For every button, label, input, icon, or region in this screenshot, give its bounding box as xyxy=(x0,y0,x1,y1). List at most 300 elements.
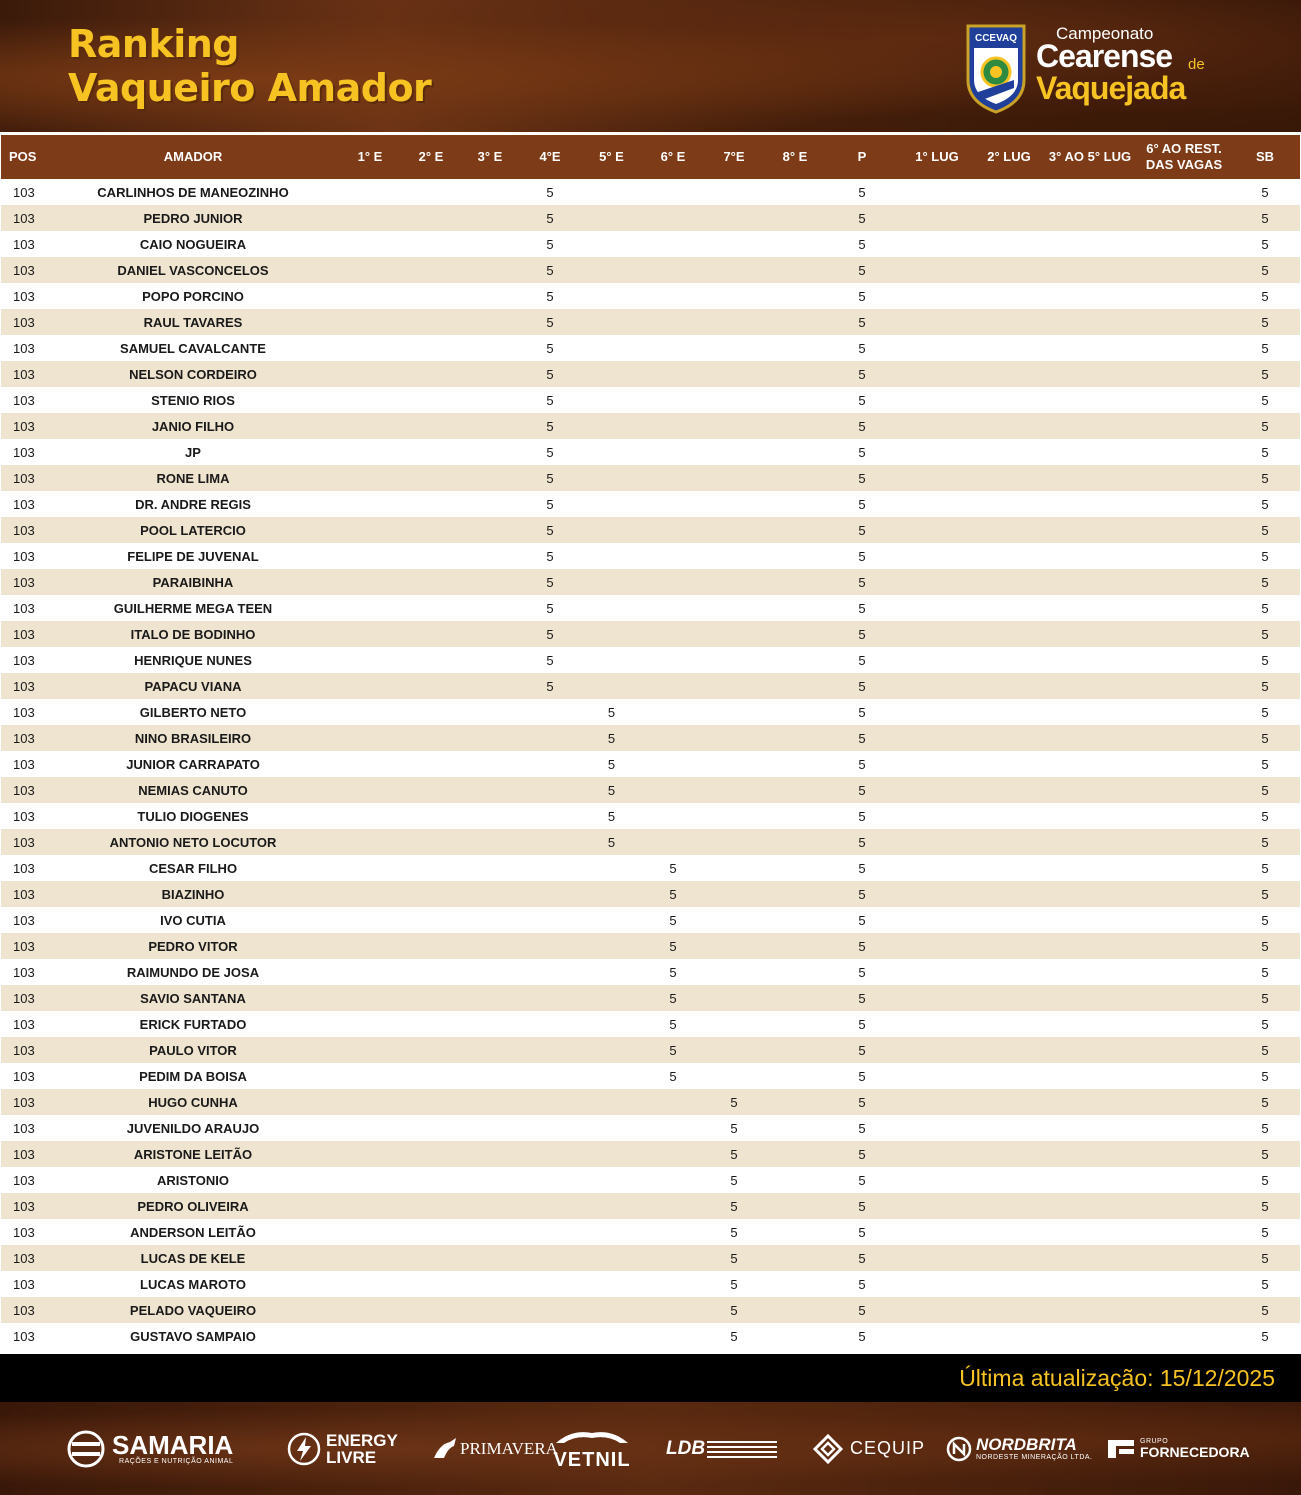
score-cell: 5 xyxy=(642,881,704,907)
score-cell xyxy=(461,959,519,985)
position-cell: 103 xyxy=(1,465,47,491)
position-cell: 103 xyxy=(1,699,47,725)
score-cell xyxy=(976,179,1042,205)
score-cell xyxy=(642,231,704,257)
score-cell xyxy=(976,881,1042,907)
score-cell xyxy=(642,1271,704,1297)
score-cell xyxy=(704,881,764,907)
score-cell xyxy=(976,361,1042,387)
score-cell: 5 xyxy=(826,309,898,335)
score-cell xyxy=(461,491,519,517)
score-cell xyxy=(339,1167,401,1193)
score-cell xyxy=(401,855,461,881)
position-cell: 103 xyxy=(1,595,47,621)
score-cell xyxy=(898,1219,976,1245)
score-cell xyxy=(339,1297,401,1323)
position-cell: 103 xyxy=(1,1089,47,1115)
score-cell: 5 xyxy=(1230,1219,1300,1245)
score-cell: 5 xyxy=(1230,1193,1300,1219)
fornecedora-logo-icon xyxy=(1106,1436,1136,1462)
score-cell xyxy=(898,725,976,751)
table-row xyxy=(1,1115,1300,1141)
score-cell xyxy=(976,777,1042,803)
score-cell xyxy=(764,413,826,439)
score-cell xyxy=(339,673,401,699)
score-cell: 5 xyxy=(519,257,581,283)
score-cell xyxy=(581,1193,642,1219)
position-cell: 103 xyxy=(1,361,47,387)
score-cell xyxy=(704,959,764,985)
sponsor-vetnil xyxy=(552,1402,632,1495)
position-cell: 103 xyxy=(1,985,47,1011)
score-cell xyxy=(704,517,764,543)
table-row xyxy=(1,959,1300,985)
position-cell: 103 xyxy=(1,491,47,517)
score-cell xyxy=(401,959,461,985)
score-cell xyxy=(1138,1219,1230,1245)
score-cell xyxy=(976,855,1042,881)
score-cell xyxy=(401,621,461,647)
score-cell xyxy=(764,699,826,725)
ranking-table xyxy=(1,135,1300,1349)
score-cell xyxy=(898,543,976,569)
score-cell xyxy=(339,257,401,283)
score-cell xyxy=(519,725,581,751)
score-cell: 5 xyxy=(1230,1115,1300,1141)
column-header: 5° E xyxy=(581,135,642,179)
score-cell xyxy=(519,959,581,985)
score-cell xyxy=(1042,699,1138,725)
score-cell xyxy=(1138,205,1230,231)
score-cell: 5 xyxy=(826,413,898,439)
score-cell xyxy=(898,829,976,855)
score-cell xyxy=(581,907,642,933)
score-cell xyxy=(1042,179,1138,205)
score-cell xyxy=(642,1323,704,1349)
score-cell: 5 xyxy=(826,1167,898,1193)
table-row xyxy=(1,751,1300,777)
score-cell xyxy=(642,595,704,621)
score-cell: 5 xyxy=(1230,985,1300,1011)
score-cell: 5 xyxy=(704,1193,764,1219)
score-cell xyxy=(339,881,401,907)
score-cell xyxy=(764,1167,826,1193)
score-cell xyxy=(976,1297,1042,1323)
score-cell xyxy=(581,959,642,985)
table-row xyxy=(1,205,1300,231)
competitor-name-cell: HUGO CUNHA xyxy=(47,1089,339,1115)
score-cell: 5 xyxy=(826,1063,898,1089)
competitor-name-cell: GUILHERME MEGA TEEN xyxy=(47,595,339,621)
table-row xyxy=(1,595,1300,621)
score-cell xyxy=(401,673,461,699)
position-cell: 103 xyxy=(1,1115,47,1141)
sponsor-energy-livre-name: ENERGY LIVRE xyxy=(326,1430,398,1467)
table-row xyxy=(1,1063,1300,1089)
score-cell xyxy=(1138,699,1230,725)
score-cell xyxy=(976,1193,1042,1219)
position-cell: 103 xyxy=(1,179,47,205)
position-cell: 103 xyxy=(1,1323,47,1349)
score-cell: 5 xyxy=(1230,569,1300,595)
score-cell xyxy=(1042,621,1138,647)
score-cell xyxy=(581,517,642,543)
score-cell xyxy=(461,725,519,751)
score-cell xyxy=(898,881,976,907)
table-row xyxy=(1,335,1300,361)
competitor-name-cell: RAUL TAVARES xyxy=(47,309,339,335)
score-cell: 5 xyxy=(1230,959,1300,985)
score-cell xyxy=(642,699,704,725)
score-cell xyxy=(461,1271,519,1297)
score-cell xyxy=(704,439,764,465)
logo-line-1: Campeonato xyxy=(1056,24,1154,43)
score-cell xyxy=(704,387,764,413)
score-cell xyxy=(704,413,764,439)
score-cell xyxy=(1042,829,1138,855)
score-cell xyxy=(461,335,519,361)
logo-line-3: Vaquejada xyxy=(1036,70,1186,106)
score-cell xyxy=(461,283,519,309)
title-line-1: Ranking xyxy=(68,22,240,66)
position-cell: 103 xyxy=(1,647,47,673)
score-cell: 5 xyxy=(1230,231,1300,257)
score-cell: 5 xyxy=(704,1271,764,1297)
score-cell xyxy=(764,907,826,933)
table-row xyxy=(1,829,1300,855)
score-cell xyxy=(581,1323,642,1349)
competitor-name-cell: CESAR FILHO xyxy=(47,855,339,881)
score-cell xyxy=(1042,1297,1138,1323)
score-cell xyxy=(898,465,976,491)
score-cell xyxy=(976,595,1042,621)
score-cell xyxy=(339,309,401,335)
score-cell xyxy=(704,699,764,725)
table-row xyxy=(1,1323,1300,1349)
score-cell xyxy=(519,1115,581,1141)
score-cell: 5 xyxy=(826,647,898,673)
score-cell xyxy=(898,673,976,699)
score-cell xyxy=(642,569,704,595)
score-cell: 5 xyxy=(826,699,898,725)
competitor-name-cell: CARLINHOS DE MANEOZINHO xyxy=(47,179,339,205)
table-row xyxy=(1,361,1300,387)
sponsor-fornecedora-sub: GRUPO xyxy=(1140,1438,1169,1445)
score-cell: 5 xyxy=(1230,205,1300,231)
score-cell xyxy=(401,257,461,283)
table-row xyxy=(1,387,1300,413)
score-cell xyxy=(1138,673,1230,699)
score-cell: 5 xyxy=(519,543,581,569)
score-cell xyxy=(898,959,976,985)
cequip-logo-icon xyxy=(812,1433,844,1465)
sponsor-samaria-sub: RAÇÕES E NUTRIÇÃO ANIMAL xyxy=(119,1458,234,1465)
score-cell xyxy=(642,1245,704,1271)
score-cell xyxy=(642,725,704,751)
shield-icon xyxy=(964,22,1028,114)
table-row xyxy=(1,283,1300,309)
score-cell xyxy=(1042,569,1138,595)
score-cell xyxy=(898,413,976,439)
score-cell xyxy=(976,1271,1042,1297)
score-cell: 5 xyxy=(826,361,898,387)
score-cell xyxy=(1042,361,1138,387)
table-row xyxy=(1,933,1300,959)
score-cell xyxy=(764,1089,826,1115)
score-cell xyxy=(1138,1297,1230,1323)
score-cell xyxy=(461,855,519,881)
score-cell xyxy=(461,1219,519,1245)
competitor-name-cell: ARISTONIO xyxy=(47,1167,339,1193)
score-cell xyxy=(704,465,764,491)
score-cell xyxy=(461,985,519,1011)
table-row xyxy=(1,699,1300,725)
score-cell xyxy=(581,1115,642,1141)
score-cell xyxy=(1042,517,1138,543)
score-cell xyxy=(976,387,1042,413)
score-cell xyxy=(704,361,764,387)
score-cell xyxy=(898,933,976,959)
score-cell xyxy=(1042,1271,1138,1297)
score-cell xyxy=(339,751,401,777)
score-cell xyxy=(976,205,1042,231)
position-cell: 103 xyxy=(1,231,47,257)
score-cell xyxy=(976,517,1042,543)
score-cell xyxy=(339,205,401,231)
score-cell xyxy=(581,1141,642,1167)
lightning-icon xyxy=(286,1431,322,1467)
score-cell xyxy=(461,829,519,855)
score-cell xyxy=(401,1063,461,1089)
score-cell xyxy=(764,1011,826,1037)
score-cell xyxy=(642,621,704,647)
score-cell: 5 xyxy=(826,1037,898,1063)
score-cell: 5 xyxy=(826,491,898,517)
score-cell xyxy=(764,569,826,595)
position-cell: 103 xyxy=(1,829,47,855)
score-cell: 5 xyxy=(704,1167,764,1193)
position-cell: 103 xyxy=(1,517,47,543)
score-cell: 5 xyxy=(704,1323,764,1349)
position-cell: 103 xyxy=(1,205,47,231)
score-cell: 5 xyxy=(519,517,581,543)
score-cell xyxy=(1138,647,1230,673)
score-cell xyxy=(898,309,976,335)
score-cell xyxy=(1042,1193,1138,1219)
score-cell xyxy=(461,439,519,465)
score-cell xyxy=(339,1245,401,1271)
score-cell xyxy=(1138,725,1230,751)
competitor-name-cell: JUVENILDO ARAUJO xyxy=(47,1115,339,1141)
score-cell xyxy=(581,985,642,1011)
score-cell: 5 xyxy=(1230,179,1300,205)
score-cell xyxy=(401,179,461,205)
sponsor-cequip xyxy=(812,1402,925,1495)
score-cell xyxy=(1042,855,1138,881)
position-cell: 103 xyxy=(1,439,47,465)
column-header: 7°E xyxy=(704,135,764,179)
score-cell xyxy=(898,907,976,933)
table-row xyxy=(1,881,1300,907)
score-cell: 5 xyxy=(642,959,704,985)
score-cell: 5 xyxy=(1230,387,1300,413)
score-cell xyxy=(976,1323,1042,1349)
position-cell: 103 xyxy=(1,777,47,803)
score-cell xyxy=(704,335,764,361)
championship-logo xyxy=(964,22,1224,116)
table-row xyxy=(1,777,1300,803)
score-cell xyxy=(1042,595,1138,621)
table-row xyxy=(1,1245,1300,1271)
score-cell: 5 xyxy=(581,725,642,751)
score-cell: 5 xyxy=(519,205,581,231)
score-cell xyxy=(898,1297,976,1323)
score-cell: 5 xyxy=(1230,465,1300,491)
score-cell xyxy=(764,465,826,491)
page-title xyxy=(68,22,431,110)
score-cell xyxy=(461,231,519,257)
score-cell xyxy=(401,517,461,543)
score-cell xyxy=(1138,1089,1230,1115)
score-cell xyxy=(764,387,826,413)
score-cell xyxy=(976,647,1042,673)
score-cell xyxy=(461,413,519,439)
sponsor-samaria xyxy=(66,1402,233,1495)
position-cell: 103 xyxy=(1,283,47,309)
column-header: 8° E xyxy=(764,135,826,179)
score-cell xyxy=(764,855,826,881)
score-cell xyxy=(339,543,401,569)
score-cell xyxy=(401,725,461,751)
score-cell xyxy=(1042,231,1138,257)
score-cell xyxy=(898,205,976,231)
score-cell xyxy=(704,309,764,335)
position-cell: 103 xyxy=(1,543,47,569)
score-cell xyxy=(461,699,519,725)
score-cell xyxy=(1138,595,1230,621)
score-cell xyxy=(764,309,826,335)
score-cell xyxy=(704,1011,764,1037)
score-cell xyxy=(898,855,976,881)
score-cell xyxy=(401,309,461,335)
header-banner xyxy=(0,0,1301,132)
score-cell xyxy=(339,595,401,621)
table-row xyxy=(1,725,1300,751)
position-cell: 103 xyxy=(1,673,47,699)
score-cell: 5 xyxy=(826,621,898,647)
score-cell xyxy=(339,231,401,257)
score-cell xyxy=(519,985,581,1011)
table-row xyxy=(1,621,1300,647)
score-cell xyxy=(461,751,519,777)
score-cell xyxy=(898,699,976,725)
score-cell: 5 xyxy=(826,881,898,907)
score-cell xyxy=(976,1141,1042,1167)
score-cell: 5 xyxy=(519,283,581,309)
score-cell xyxy=(1138,361,1230,387)
score-cell: 5 xyxy=(826,1141,898,1167)
score-cell xyxy=(764,959,826,985)
score-cell xyxy=(898,1115,976,1141)
score-cell: 5 xyxy=(1230,1089,1300,1115)
score-cell xyxy=(764,1271,826,1297)
score-cell: 5 xyxy=(826,1323,898,1349)
score-cell xyxy=(642,413,704,439)
score-cell xyxy=(401,1219,461,1245)
score-cell: 5 xyxy=(826,543,898,569)
score-cell xyxy=(704,257,764,283)
score-cell xyxy=(1138,231,1230,257)
score-cell xyxy=(1138,1141,1230,1167)
score-cell xyxy=(519,751,581,777)
score-cell xyxy=(898,621,976,647)
sponsor-ldb-name: LDB xyxy=(666,1437,706,1459)
score-cell xyxy=(704,179,764,205)
competitor-name-cell: SAVIO SANTANA xyxy=(47,985,339,1011)
table-row xyxy=(1,855,1300,881)
score-cell xyxy=(1138,907,1230,933)
score-cell xyxy=(1042,1167,1138,1193)
score-cell xyxy=(461,1297,519,1323)
score-cell xyxy=(401,1297,461,1323)
score-cell xyxy=(461,361,519,387)
table-row xyxy=(1,1219,1300,1245)
table-row xyxy=(1,491,1300,517)
score-cell: 5 xyxy=(1230,361,1300,387)
score-cell xyxy=(339,283,401,309)
score-cell xyxy=(898,1037,976,1063)
score-cell: 5 xyxy=(826,1089,898,1115)
score-cell xyxy=(581,413,642,439)
competitor-name-cell: NEMIAS CANUTO xyxy=(47,777,339,803)
score-cell xyxy=(976,725,1042,751)
column-header: 2° E xyxy=(401,135,461,179)
score-cell xyxy=(1042,1219,1138,1245)
score-cell xyxy=(581,361,642,387)
score-cell xyxy=(764,829,826,855)
score-cell xyxy=(339,1271,401,1297)
score-cell xyxy=(764,881,826,907)
score-cell: 5 xyxy=(826,569,898,595)
score-cell xyxy=(1138,413,1230,439)
table-row xyxy=(1,257,1300,283)
competitor-name-cell: DANIEL VASCONCELOS xyxy=(47,257,339,283)
score-cell xyxy=(1138,569,1230,595)
competitor-name-cell: FELIPE DE JUVENAL xyxy=(47,543,339,569)
score-cell xyxy=(519,1063,581,1089)
score-cell xyxy=(401,1323,461,1349)
score-cell xyxy=(642,1193,704,1219)
score-cell xyxy=(1042,1037,1138,1063)
score-cell xyxy=(976,1063,1042,1089)
score-cell xyxy=(1138,959,1230,985)
score-cell xyxy=(461,595,519,621)
score-cell xyxy=(461,621,519,647)
score-cell xyxy=(1138,465,1230,491)
column-header: 6° AO REST. DAS VAGAS xyxy=(1138,135,1230,179)
table-row xyxy=(1,465,1300,491)
score-cell xyxy=(581,231,642,257)
competitor-name-cell: PEDRO OLIVEIRA xyxy=(47,1193,339,1219)
score-cell xyxy=(461,309,519,335)
score-cell xyxy=(519,933,581,959)
score-cell xyxy=(1042,205,1138,231)
score-cell xyxy=(401,543,461,569)
score-cell: 5 xyxy=(826,465,898,491)
score-cell xyxy=(1042,257,1138,283)
score-cell xyxy=(401,699,461,725)
score-cell xyxy=(461,907,519,933)
